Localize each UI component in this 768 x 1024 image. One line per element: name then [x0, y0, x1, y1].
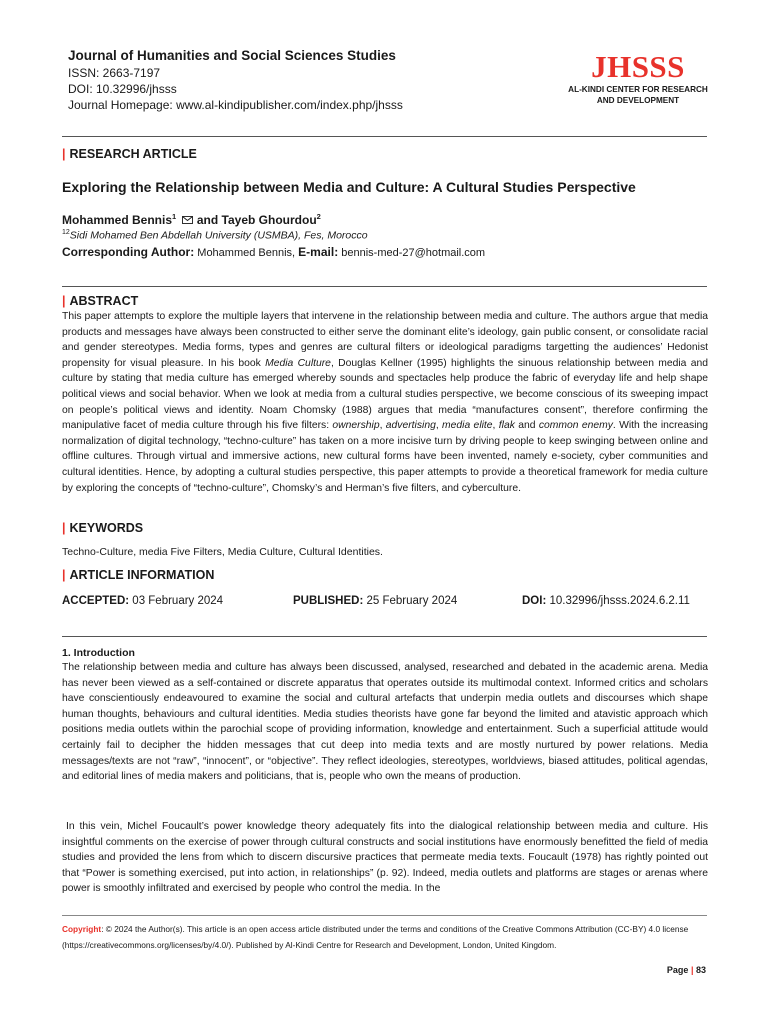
published-label: PUBLISHED: — [293, 595, 364, 607]
abstract-part-2: , Douglas Kellner (1995) highlights the sinuous relationship between media and culture by stating that media culture has emerged whereby sounds and spectacles help produce the fabric of everyday life and help shape political views and social behavior. When we look at media from a cultural studies perspective, we become conscious of its sweeping impact on people’s political views and identity. Noam Chomsky (1988) argues that media “manufactures consent”, therefore confirming the manipulative facet of media culture through his five filters: — [62, 357, 708, 432]
abstract-label — [62, 294, 138, 308]
journal-doi: DOI: 10.32996/jhsss — [68, 82, 177, 96]
abstract-text — [62, 309, 708, 496]
article-type-label — [62, 147, 197, 161]
journal-issn: ISSN: 2663-7197 — [68, 66, 161, 80]
affiliation-sup: 12 — [62, 229, 70, 236]
article-title: Exploring the Relationship between Media and Culture: A Cultural Studies Perspective — [62, 179, 636, 195]
header-divider — [62, 136, 707, 137]
author-1[interactable]: Mohammed Bennis — [62, 213, 173, 227]
footer-divider — [62, 915, 707, 916]
and-word: and — [514, 420, 539, 432]
abstract-part-3: . With the increasing normalization of digital technology, “techno-culture” has taken on a more incisive turn by driving people to keep swinging between online and offline cultures. Through virtual and immersive actions, new cultural forms have been invented, namely e-society, cyber communities and cultural identities. Hence, by adopting a cultural studies perspective, this paper attempts to provide a theoretical framework for media culture by exploring the concepts of “techno-culture”, Chomsky’s and Herman’s five filters, and cyberculture. — [62, 420, 709, 494]
article-info-label-text: ARTICLE INFORMATION — [69, 568, 215, 582]
abstract-divider — [62, 286, 707, 287]
envelope-icon[interactable] — [182, 216, 193, 224]
section-bar-icon: | — [62, 147, 66, 161]
filter-advertising: advertising — [385, 420, 436, 432]
section-bar-icon: | — [62, 521, 66, 535]
page-separator: | — [690, 965, 694, 975]
author-2[interactable]: and Tayeb Ghourdou — [196, 213, 317, 227]
page-number-value: 83 — [695, 965, 706, 975]
logo-line-2: AND DEVELOPMENT — [596, 96, 680, 105]
journal-header — [68, 46, 488, 113]
filter-common-enemy: common enemy — [538, 420, 613, 432]
publisher-logo — [568, 50, 708, 106]
keywords-label-text: KEYWORDS — [69, 521, 144, 535]
comma: , — [435, 420, 443, 432]
corr-email[interactable]: bennis-med-27@hotmail.com — [341, 247, 486, 259]
abstract-part-1: This paper attempts to explore the multiple layers that intervene in the relationship between media and culture. The authors argue that media products and messages have always been constructed to either serve the dominant elite’s ideology, gain public consent, or consolidate racial and gender stereotypes. Media forms, types and genres are cultural filters or ideological paradigms targetting the audiences’ Hedonist propensity for visual pleasure. In his book — [62, 311, 708, 369]
logo-line-1: AL-KINDI CENTER FOR RESEARCH — [568, 85, 708, 94]
accepted-label: ACCEPTED: — [62, 595, 130, 607]
corr-name: Mohammed Bennis, — [197, 247, 296, 259]
journal-title: Journal of Humanities and Social Sciences Studies — [68, 48, 396, 63]
section-bar-icon: | — [62, 568, 66, 582]
abstract-book-title: Media Culture — [265, 357, 331, 369]
copyright-notice — [62, 922, 702, 953]
comma: , — [379, 420, 386, 432]
published-date — [293, 594, 457, 609]
intro-heading: 1. Introduction — [62, 647, 135, 659]
copyright-word: Copyright — [62, 924, 102, 934]
article-doi — [522, 594, 690, 609]
filter-media-elite: media elite — [442, 420, 493, 432]
accepted-value: 03 February 2024 — [132, 595, 224, 607]
doi-label: DOI: — [522, 595, 547, 607]
published-value: 25 February 2024 — [366, 595, 458, 607]
intro-paragraph-1: The relationship between media and culture has always been discussed, analysed, researched and debated in the academic arena. Media has never been viewed as a self-contained or discrete apparatus that operates outside its multimodal context. Informed critics and scholars have conscientiously endeavoured to examine the social and cultural artefacts that underpin media outlets and discourses which shape human thoughts, behaviours and cultural identities. Media studies theorists have gone far beyond the limited and atavistic approach which positions media outlets within the parochial scope of providing information, knowledge and entertainment. Such a superficial attitude would certainly fail to decipher the hidden messages that cut deep into media texts and are mostly nurtured by power relations. Media messages/texts are not “raw”, “innocent”, or “objective”. They reflect ideologies, stereotypes, worldviews, biased attitudes, political agendas, and editorial lines of media makers and politicians, that is, people who own the means of production. — [62, 662, 708, 783]
article-info-label — [62, 568, 214, 582]
accepted-date — [62, 594, 223, 609]
corr-label: Corresponding Author: — [62, 245, 195, 259]
logo-mark: JHSSS — [591, 49, 685, 84]
author-1-sup: 1 — [172, 212, 177, 221]
intro-paragraph-2: In this vein, Michel Foucault’s power knowledge theory adequately fits into the dialogical relationship between media and culture. His insightful comments on the exercise of power through cultural constructs and social institutions have enormously benefitted the field of media studies and provided the lens from which to discern discursive practices that permeate media texts. Foucault (1978) has rightly pointed out that “Power is something exercised, put into action, in relationships” (p. 92). Indeed, media outlets and platforms are stages or arenas where power is smoothly infiltrated and exercised by people who control the media. In the — [62, 821, 708, 895]
journal-homepage[interactable]: Journal Homepage: www.al-kindipublisher.com/index.php/jhsss — [68, 98, 403, 112]
page-number — [667, 965, 706, 975]
abstract-label-text: ABSTRACT — [69, 294, 139, 308]
corresponding-author: Corresponding Author: Mohammed Bennis, E-mail: bennis-med-27@hotmail.com — [62, 245, 486, 259]
article-type-text: RESEARCH ARTICLE — [69, 147, 197, 161]
filter-flak: flak — [498, 420, 515, 432]
doi-value[interactable]: 10.32996/jhsss.2024.6.2.11 — [549, 595, 690, 607]
copyright-text: : © 2024 the Author(s). This article is an open access article distributed under the terms and conditions of the Creative Commons Attribution (CC-BY) 4.0 license (https://creativecommons.org/licenses/by/4.0/). Published by Al-Kindi Centre for Research and Development, London, United Kingdom. — [62, 924, 689, 950]
info-divider — [62, 636, 707, 637]
section-bar-icon: | — [62, 294, 66, 308]
page-label: Page — [666, 965, 689, 975]
keywords-text: Techno-Culture, media Five Filters, Media Culture, Cultural Identities. — [62, 546, 383, 558]
filter-ownership: ownership — [332, 420, 380, 432]
affiliation-text: Sidi Mohamed Ben Abdellah University (USMBA), Fes, Morocco — [69, 229, 368, 242]
author-2-sup: 2 — [316, 212, 321, 221]
affiliation — [62, 226, 368, 243]
keywords-label — [62, 521, 143, 535]
corr-email-label: E-mail — [298, 245, 335, 259]
comma: , — [492, 420, 499, 432]
